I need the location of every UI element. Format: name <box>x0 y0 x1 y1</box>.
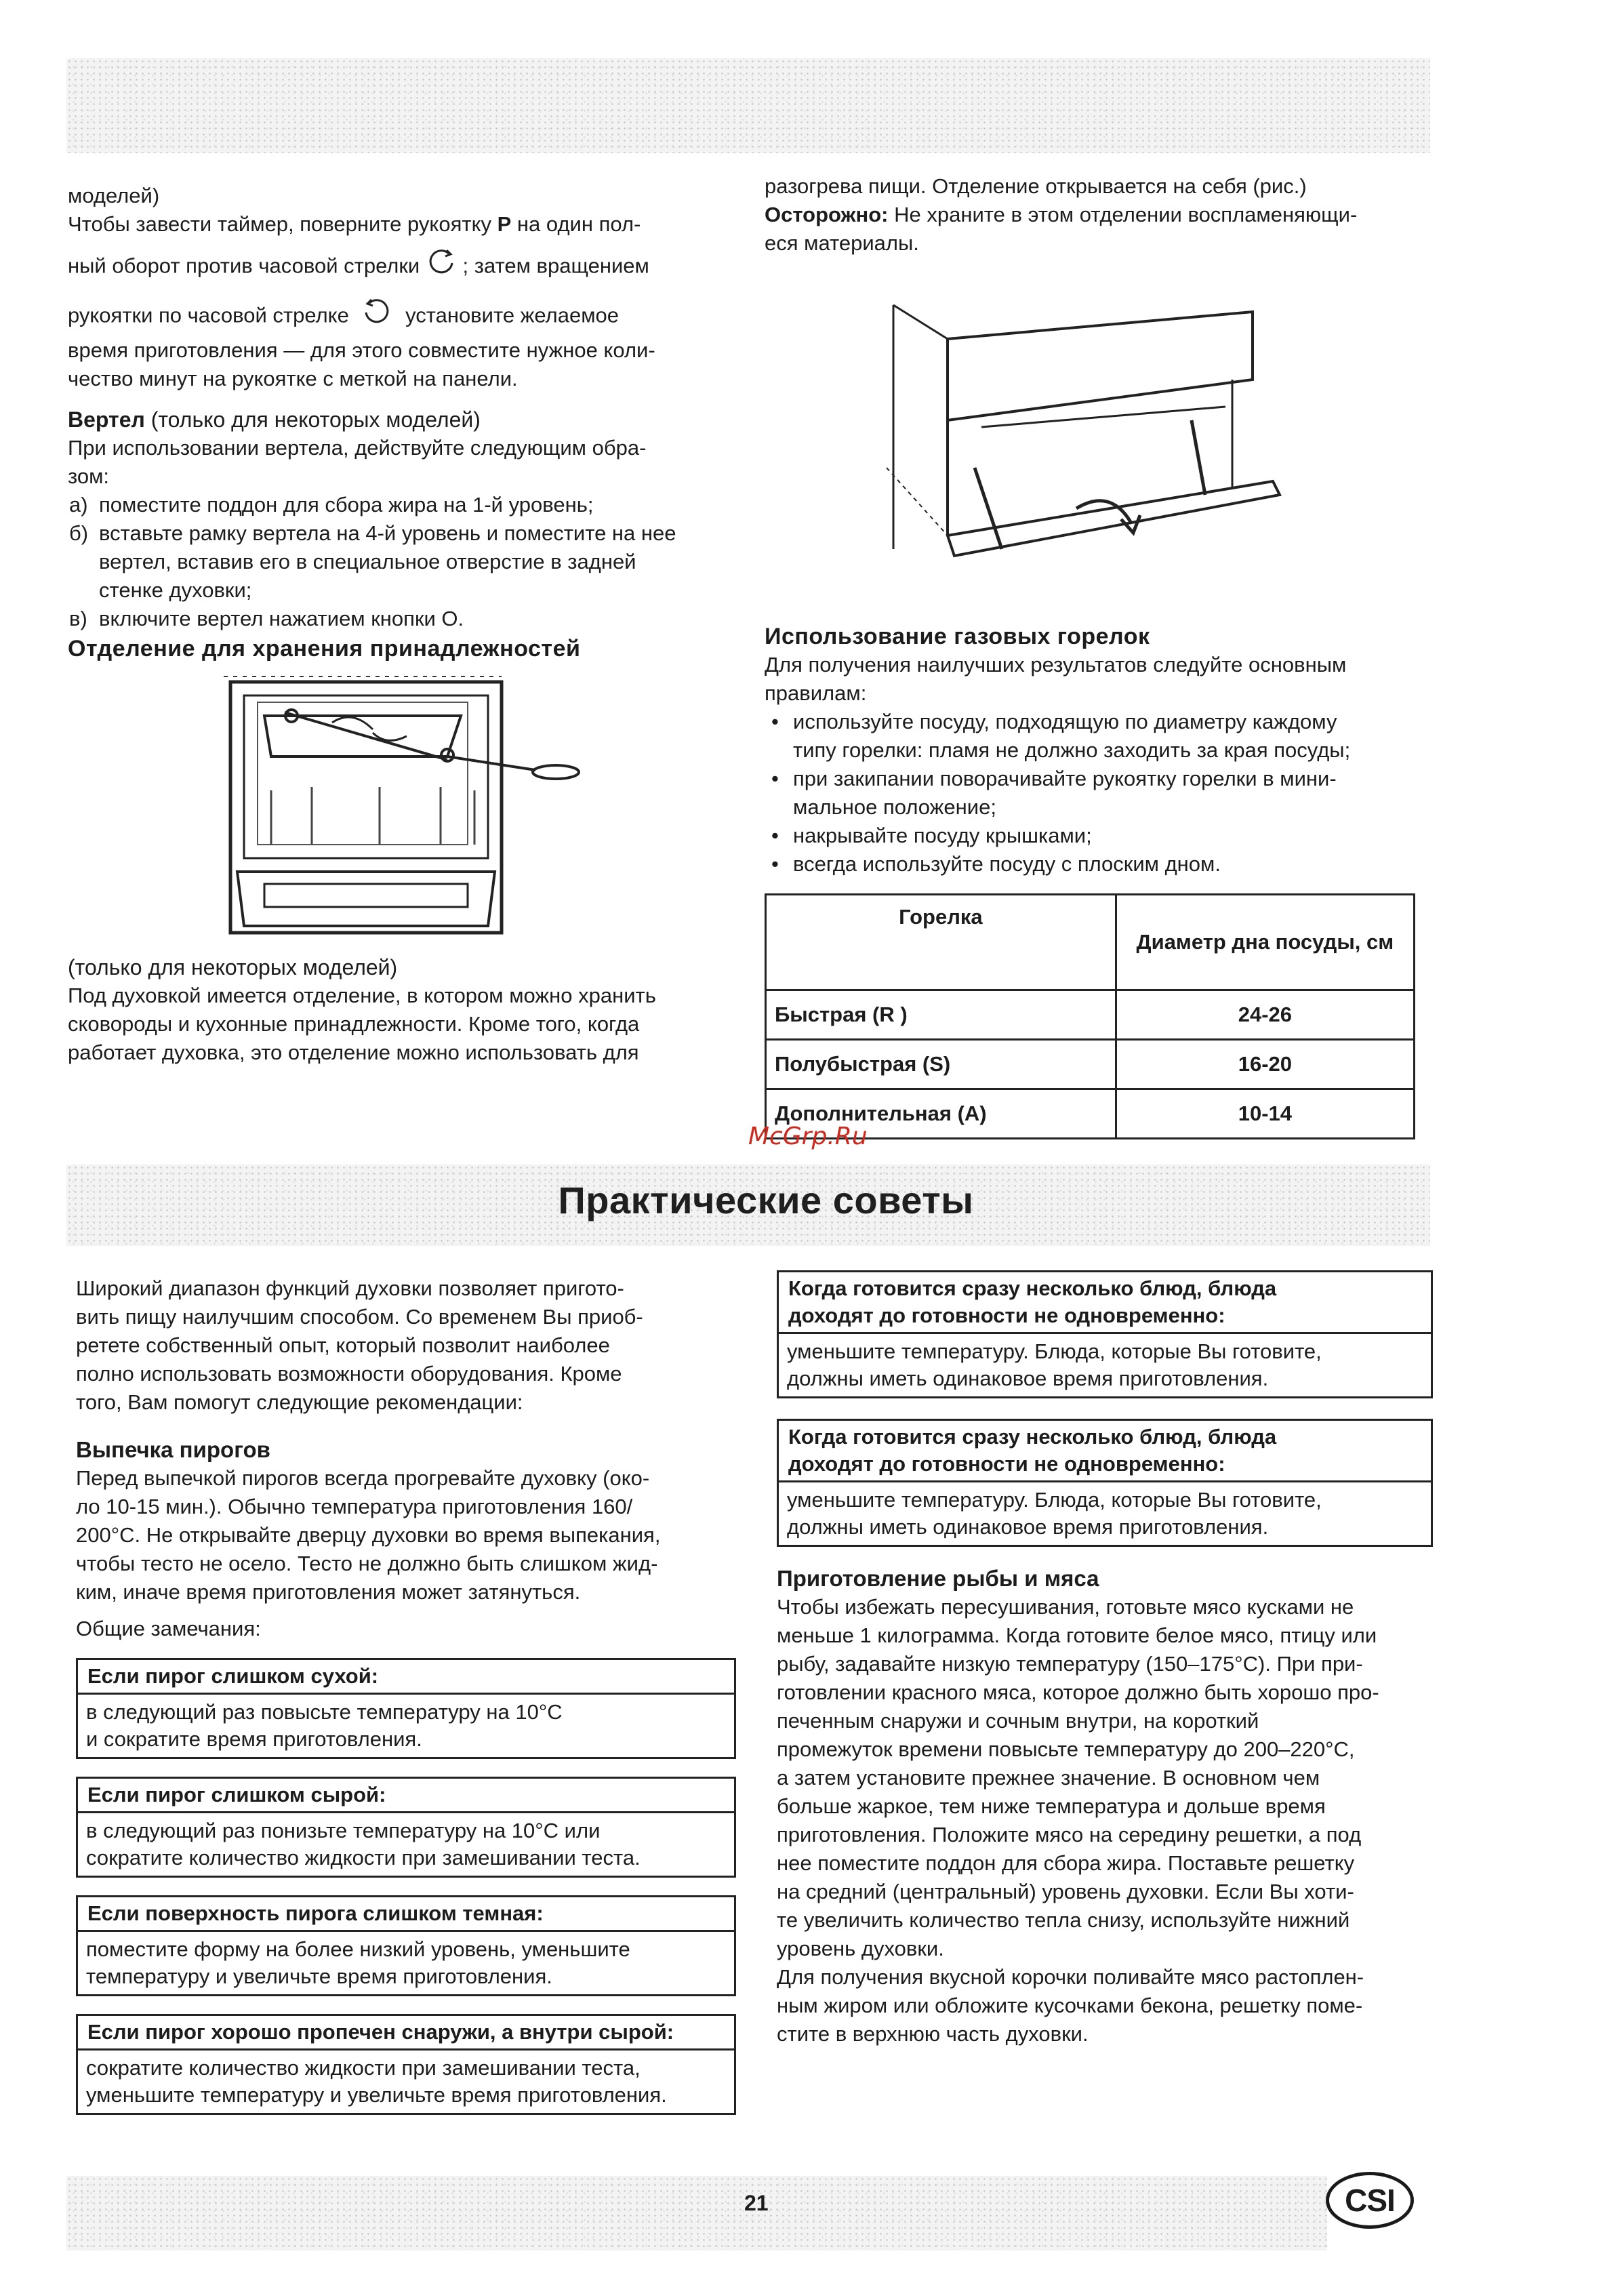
bottom-left-column: Широкий диапазон функций духовки позволяет пригото- вить пищу наилучшим способом. Со временем Вы приоб- ретете собственный опыт, который позволит наиболее полно использовать возможности оборудования. Кроме того, Вам помогут следующие рекомендации: Выпечка пирогов Перед выпечкой пирогов всегда прогревайте духовку (око- ло 10-15 мин.). Обычно температура приготовления 160/ 200°С. Не открывайте дверцу духовки во время выпекания, чтобы тесто не осело. Тесто не должно быть слишком жид- ким, иначе время приготовления может затянуться. Общие замечания: Если пирог слишком сухой: в следующий раз повысьте температуру на 10°С и сократите время приготовления. Если пирог слишком сырой: в следующий раз понизьте температуру на 10°С или сократите количество жидкости при замешивании теста. Если поверхность пирога слишком темная: поместите форму на более низкий уровень, уменьшите температуру и увеличьте время приготовления. Если пирог хорошо пропечен снаружи, а внутри сырой: сократите количество жидкости при замешивании теста, уменьшите температуру и увеличьте время приготовления. <box>76 1274 736 2133</box>
storage-line: Под духовкой имеется отделение, в котором можно хранить <box>68 984 656 1007</box>
table-row: Дополнительная (А) 10-14 <box>766 1089 1415 1139</box>
timer-line-5: чество минут на рукоятке с меткой на панели. <box>68 367 518 390</box>
clockwise-rotation-icon <box>361 298 392 336</box>
gas-intro: Для получения наилучших результатов следуйте основным <box>765 653 1347 676</box>
section-title: Практические советы <box>558 1179 974 1221</box>
top-right-column <box>765 172 1426 1139</box>
timer-line-3: рукоятки по часовой стрелке установите желаемое <box>68 298 735 336</box>
gas-tip: • всегда используйте посуду с плоским дном. <box>765 850 1426 878</box>
timer-line-2: ный оборот против часовой стрелки ; затем вращением <box>68 248 735 287</box>
storage-line: работает духовка, это отделение можно использовать для <box>68 1041 639 1064</box>
spit-heading: Вертел (только для некоторых моделей) <box>68 407 481 432</box>
multi-dish-box: Когда готовится сразу несколько блюд, блюда доходят до готовности не одновременно: уменьшите температуру. Блюда, которые Вы готовите, должны иметь одинаковое время приготовления. <box>777 1270 1433 1398</box>
gas-heading: Использование газовых горелок <box>765 624 1150 649</box>
continued-text-right: разогрева пищи. Отделение открывается на себя (рис.) <box>765 174 1307 198</box>
bottom-right-column: Когда готовится сразу несколько блюд, блюда доходят до готовности не одновременно: уменьшите температуру. Блюда, которые Вы готовите, должны иметь одинаковое время приготовления. Когда готовится сразу несколько блюд, блюда доходят до готовности не одновременно: уменьшите температуру. Блюда, которые Вы готовите, должны иметь одинаковое время приготовления. Приготовление рыбы и мяса Чтобы избежать пересушивания, готовьте мясо кусками не меньше 1 килограмма. Когда готовите белое мясо, птицу или рыбу, задавайте низкую температуру (150–175°С). При при- готовлении красного мяса, которое должно быть хорошо про- печенным снаружи и сочным внутри, на короткий промежуток времени повысьте температуру до 200–220°С, а затем установите прежнее значение. В основном чем больше жаркое, тем ниже температура и дольше время приготовления. Положите мясо на середину решетки, а под нее поместите поддон для сбора жира. Поставьте решетку на средний (центральный) уровень духовки. Если Вы хоти- те увеличить количество тепла снизу, используйте нижний уровень духовки. Для получения вкусной корочки поливайте мясо растоплен- ным жиром или обложите кусочками бекона, решетку поме- стите в верхнюю часть духовки. <box>777 1270 1433 2048</box>
storage-subtitle: (только для некоторых моделей) <box>68 955 398 979</box>
tip-box: Если поверхность пирога слишком темная: поместите форму на более низкий уровень, уменьшите температуру и увеличьте время приготовления. <box>76 1895 736 1996</box>
storage-heading: Отделение для хранения принадлежностей <box>68 636 581 662</box>
spit-step: б) вставьте рамку вертела на 4-й уровень и поместите на нее вертел, вставив его в специальное отверстие в задней стенке духовки; <box>69 521 676 602</box>
oven-spit-illustration <box>68 668 735 953</box>
spit-intro-2: зом: <box>68 464 110 488</box>
counterclockwise-rotation-icon <box>426 248 457 287</box>
tip-box: Если пирог хорошо пропечен снаружи, а внутри сырой: сократите количество жидкости при замешивании теста, уменьшите температуру и увеличьте время приготовления. <box>76 2014 736 2115</box>
spit-step: в) включите вертел нажатием кнопки О. <box>69 607 464 630</box>
timer-line-4: время приготовления — для этого совместите нужное коли- <box>68 338 655 362</box>
tip-box: Если пирог слишком сухой: в следующий раз повысьте температуру на 10°С и сократите время приготовления. <box>76 1658 736 1759</box>
spit-intro-1: При использовании вертела, действуйте следующим обра- <box>68 436 647 460</box>
gas-intro: правилам: <box>765 681 867 705</box>
spit-step: а) поместите поддон для сбора жира на 1-й уровень; <box>69 493 594 517</box>
storage-line: сковороды и кухонные принадлежности. Кроме того, когда <box>68 1012 640 1036</box>
storage-drawer-illustration <box>765 258 1426 610</box>
table-row: Полубыстрая (S) 16-20 <box>766 1040 1415 1089</box>
cake-heading: Выпечка пирогов <box>76 1437 270 1462</box>
warning-line-2: еся материалы. <box>765 231 919 255</box>
gas-tip: • накрывайте посуду крышками; <box>765 822 1426 850</box>
general-notes: Общие замечания: <box>76 1617 261 1640</box>
burner-table <box>765 893 1415 1139</box>
watermark: McGrp.Ru <box>748 1123 868 1150</box>
header-band-top <box>66 58 1430 153</box>
gas-tip: • при закипании поворачивайте рукоятку горелки в мини- мальное положение; <box>765 765 1426 822</box>
warning-line: Осторожно: Не храните в этом отделении воспламеняющи- <box>765 203 1358 226</box>
table-header-row <box>766 895 1415 990</box>
timer-line-1: Чтобы завести таймер, поверните рукоятку P на один пол- <box>68 212 641 236</box>
table-header: Горелка <box>766 895 1116 990</box>
tip-box: Если пирог слишком сырой: в следующий раз понизьте температуру на 10°С или сократите количество жидкости при замешивании теста. <box>76 1777 736 1878</box>
table-row: Быстрая (R ) 24-26 <box>766 990 1415 1040</box>
multi-dish-box: Когда готовится сразу несколько блюд, блюда доходят до готовности не одновременно: уменьшите температуру. Блюда, которые Вы готовите, должны иметь одинаковое время приготовления. <box>777 1419 1433 1547</box>
page-number: 21 <box>744 2191 769 2215</box>
top-left-column <box>68 182 735 1067</box>
table-header: Диаметр дна посуды, см <box>1116 895 1414 990</box>
fish-meat-heading: Приготовление рыбы и мяса <box>777 1566 1099 1591</box>
csi-logo: CSI <box>1326 2172 1414 2229</box>
footer-band <box>66 2176 1327 2250</box>
continued-text: моделей) <box>68 184 160 207</box>
gas-tip: • используйте посуду, подходящую по диаметру каждому типу горелки: пламя не должно заходить за края посуды; <box>765 708 1426 765</box>
